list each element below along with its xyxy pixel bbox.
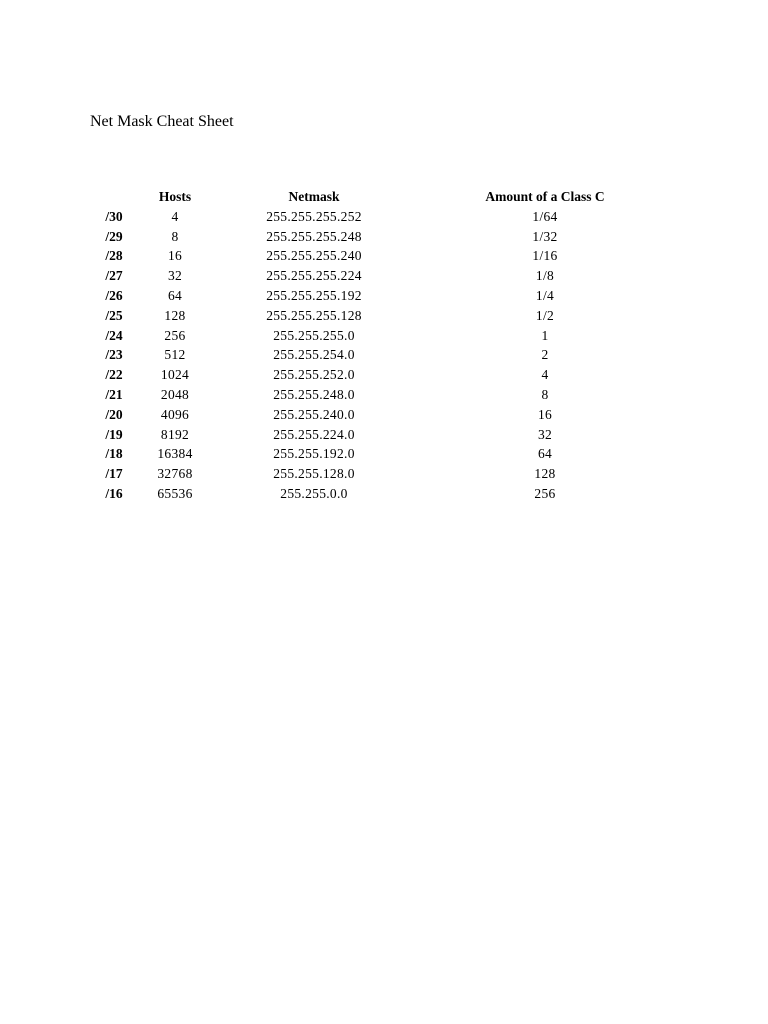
cell-prefix: /19 [105,426,123,442]
cell-hosts: 8192 [160,426,190,442]
cell-prefix: /20 [105,406,123,422]
cell-prefix: /24 [105,327,123,343]
cell-netmask: 255.255.254.0 [273,347,355,363]
cell-amount: 16 [537,406,553,422]
cell-prefix: /21 [105,386,123,402]
table-row [86,464,670,484]
cell-amount: 1/32 [532,228,558,244]
cell-netmask: 255.255.255.240 [266,248,362,264]
table-row [86,385,670,405]
table-row [86,266,670,286]
table-row [86,286,670,306]
cell-prefix: /16 [105,485,123,501]
cell-hosts: 1024 [160,367,190,383]
cell-netmask: 255.255.252.0 [273,367,355,383]
cell-hosts: 32 [167,268,183,284]
cell-netmask: 255.255.248.0 [273,386,355,402]
table-body [86,207,670,504]
table-row [86,484,670,504]
table-row [86,405,670,425]
cell-prefix: /30 [105,208,123,224]
table-row [86,306,670,326]
cell-amount: 32 [537,426,553,442]
cell-hosts: 4 [171,208,179,224]
cell-amount: 1 [541,327,549,343]
table-row [86,326,670,346]
cell-amount: 4 [541,367,549,383]
cell-hosts: 2048 [160,386,190,402]
table-row [86,227,670,247]
cell-netmask: 255.255.0.0 [280,485,348,501]
cell-hosts: 256 [164,327,186,343]
table-row [86,246,670,266]
cell-netmask: 255.255.224.0 [273,426,355,442]
cell-amount: 1/64 [532,208,558,224]
cell-hosts: 16384 [157,446,193,462]
cell-prefix: /28 [105,248,123,264]
cell-netmask: 255.255.255.128 [266,307,362,323]
cell-netmask: 255.255.192.0 [273,446,355,462]
cell-amount: 128 [534,466,556,482]
cell-prefix: /26 [105,287,123,303]
table-row [86,207,670,227]
header-hosts: Hosts [158,189,192,204]
cell-hosts: 512 [164,347,186,363]
cell-netmask: 255.255.255.248 [266,228,362,244]
cell-prefix: /29 [105,228,123,244]
cell-hosts: 64 [167,287,183,303]
cell-amount: 1/2 [535,307,555,323]
cell-amount: 1/16 [532,248,558,264]
table-row [86,444,670,464]
cell-hosts: 8 [171,228,179,244]
netmask-table [86,187,670,504]
cell-prefix: /25 [105,307,123,323]
cell-prefix: /23 [105,347,123,363]
cell-hosts: 32768 [157,466,193,482]
cell-prefix: /22 [105,367,123,383]
cell-netmask: 255.255.255.0 [273,327,355,343]
cell-hosts: 128 [164,307,186,323]
cell-prefix: /17 [105,466,123,482]
header-row [86,187,670,207]
cell-amount: 256 [534,485,556,501]
cell-amount: 2 [541,347,549,363]
cell-amount: 1/4 [535,287,555,303]
cell-netmask: 255.255.255.192 [266,287,362,303]
header-netmask: Netmask [288,189,340,204]
header-amount: Amount of a Class C [485,189,605,204]
cell-hosts: 4096 [160,406,190,422]
cell-amount: 64 [537,446,553,462]
cell-netmask: 255.255.240.0 [273,406,355,422]
cell-amount: 8 [541,386,549,402]
cell-netmask: 255.255.128.0 [273,466,355,482]
cell-hosts: 65536 [157,485,193,501]
page-title: Net Mask Cheat Sheet [90,113,234,130]
cell-netmask: 255.255.255.252 [266,208,362,224]
cell-prefix: /18 [105,446,123,462]
cell-hosts: 16 [167,248,183,264]
table-row [86,425,670,445]
table-row [86,345,670,365]
table-row [86,365,670,385]
header-prefix [86,187,142,207]
cell-netmask: 255.255.255.224 [266,268,362,284]
cell-amount: 1/8 [535,268,555,284]
table-header [86,187,670,207]
cell-prefix: /27 [105,268,123,284]
